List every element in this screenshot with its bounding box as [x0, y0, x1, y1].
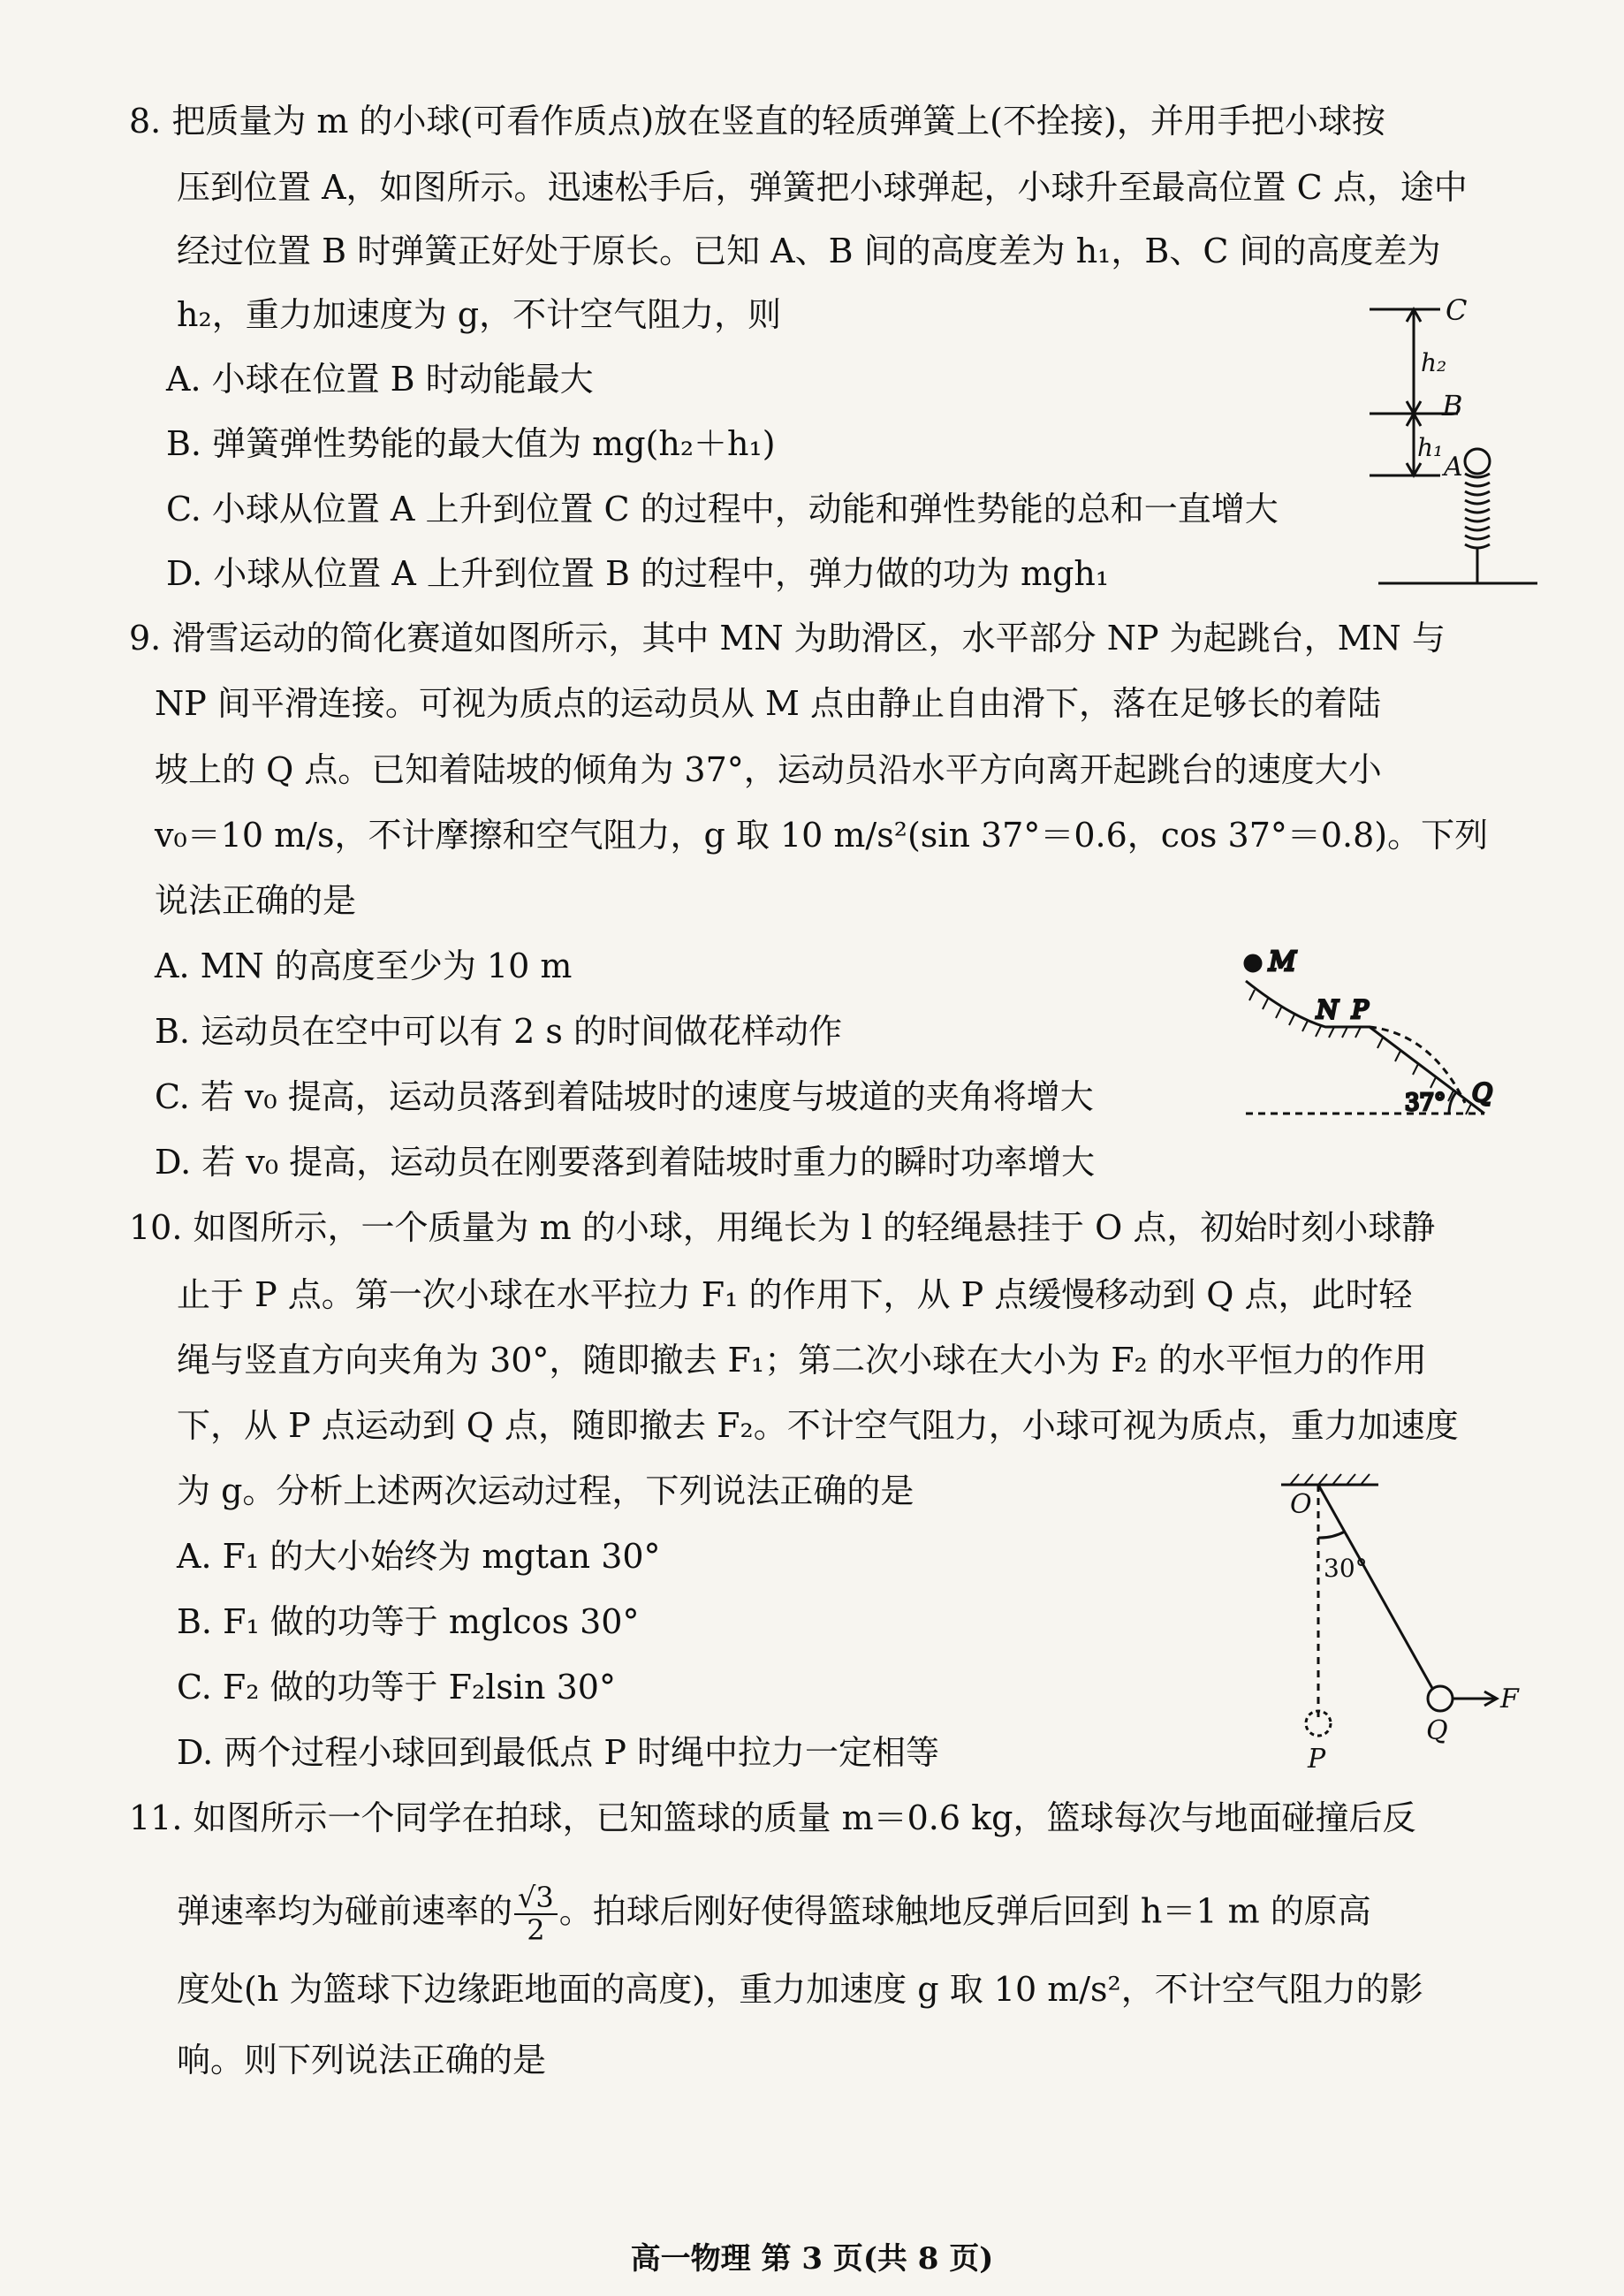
q10-line-5: 为 g。分析上述两次运动过程，下列说法正确的是: [177, 1471, 914, 1510]
q9-ski-track-figure: [1228, 937, 1502, 1131]
q11-line-4: 响。则下列说法正确的是: [177, 2041, 547, 2079]
q9-line-4: v₀＝10 m/s，不计摩擦和空气阻力，g 取 10 m/s²(sin 37°＝0.6，cos 37°＝0.8)。下列: [155, 816, 1489, 855]
q10-option-d: D. 两个过程小球回到最低点 P 时绳中拉力一定相等: [177, 1733, 939, 1772]
q10-label-f: F: [1500, 1684, 1519, 1714]
q8-option-d: D. 小球从位置 A 上升到位置 B 的过程中，弹力做的功为 mgh₁: [166, 554, 1110, 593]
q11-line-1: 11. 如图所示一个同学在拍球，已知篮球的质量 m＝0.6 kg，篮球每次与地面碰撞后反: [129, 1798, 1416, 1837]
q8-line-4: h₂，重力加速度为 g，不计空气阻力，则: [177, 295, 782, 334]
q8-label-h2: h₂: [1421, 348, 1447, 377]
q10-line-4: 下，从 P 点运动到 Q 点，随即撤去 F₂。不计空气阻力，小球可视为质点，重力加速度: [177, 1406, 1459, 1445]
q9-line-1: 9. 滑雪运动的简化赛道如图所示，其中 MN 为助滑区，水平部分 NP 为起跳台，MN 与: [129, 619, 1446, 658]
q10-line-3: 绳与竖直方向夹角为 30°，随即撤去 F₁；第二次小球在大小为 F₂ 的水平恒力的作用: [177, 1341, 1427, 1380]
q9-option-c: C. 若 v₀ 提高，运动员落到着陆坡时的速度与坡道的夹角将增大: [155, 1077, 1094, 1116]
q9-option-d: D. 若 v₀ 提高，运动员在刚要落到着陆坡时重力的瞬时功率增大: [155, 1143, 1096, 1182]
q10-line-1: 10. 如图所示，一个质量为 m 的小球，用绳长为 l 的轻绳悬挂于 O 点，初始时刻小球静: [129, 1208, 1436, 1247]
page-footer: 高一物理 第 3 页(共 8 页): [630, 2241, 994, 2277]
q8-line-1: 8. 把质量为 m 的小球(可看作质点)放在竖直的轻质弹簧上(不拴接)，并用手把小球按: [129, 102, 1385, 141]
q9-label-q: Q: [1472, 1078, 1492, 1107]
q11-fraction-denominator: 2: [527, 1913, 545, 1948]
q11-fraction: [514, 1882, 558, 1946]
q10-option-a: A. F₁ 的大小始终为 mgtan 30°: [177, 1537, 661, 1576]
q9-label-m: M: [1269, 947, 1296, 977]
q8-line-3: 经过位置 B 时弹簧正好处于原长。已知 A、B 间的高度差为 h₁，B、C 间的高度差为: [177, 232, 1441, 270]
q9-line-3: 坡上的 Q 点。已知着陆坡的倾角为 37°，运动员沿水平方向离开起跳台的速度大小: [155, 750, 1382, 789]
q8-label-h1: h₁: [1417, 433, 1444, 462]
q9-option-a: A. MN 的高度至少为 10 m: [155, 947, 573, 985]
q9-line-2: NP 间平滑连接。可视为质点的运动员从 M 点由静止自由滑下，落在足够长的着陆: [155, 684, 1381, 723]
q8-label-c: C: [1446, 293, 1468, 327]
q8-line-2: 压到位置 A，如图所示。迅速松手后，弹簧把小球弹起，小球升至最高位置 C 点，途中: [177, 168, 1468, 207]
q8-spring-figure: [1361, 283, 1555, 601]
q11-line-2: [177, 1882, 1371, 1946]
q11-line-2-pre: 弹速率均为碰前速率的: [177, 1891, 513, 1931]
q10-label-p: P: [1308, 1744, 1326, 1775]
q11-fraction-numerator: √3: [514, 1882, 558, 1915]
q10-line-2: 止于 P 点。第一次小球在水平拉力 F₁ 的作用下，从 P 点缓慢移动到 Q 点，此时轻: [177, 1275, 1413, 1314]
q11-line-2-post: 。拍球后刚好使得篮球触地反弹后回到 h＝1 m 的原高: [558, 1891, 1371, 1931]
q9-label-n: N: [1317, 995, 1339, 1024]
q10-label-o: O: [1290, 1489, 1312, 1520]
q9-line-5: 说法正确的是: [155, 881, 357, 920]
q8-label-b: B: [1442, 389, 1463, 422]
q10-label-q: Q: [1426, 1715, 1448, 1746]
q10-option-b: B. F₁ 做的功等于 mglcos 30°: [177, 1602, 640, 1641]
q9-option-b: B. 运动员在空中可以有 2 s 的时间做花样动作: [155, 1012, 842, 1051]
q9-label-p: P: [1352, 995, 1369, 1024]
q10-label-angle: 30°: [1324, 1554, 1368, 1583]
q11-line-3: 度处(h 为篮球下边缘距地面的高度)，重力加速度 g 取 10 m/s²，不计空气阻力的影: [177, 1970, 1423, 2009]
q8-option-c: C. 小球从位置 A 上升到位置 C 的过程中，动能和弹性势能的总和一直增大: [166, 490, 1279, 528]
q8-option-a: A. 小球在位置 B 时动能最大: [166, 360, 594, 399]
q8-label-a: A: [1444, 452, 1463, 483]
q9-label-angle: 37°: [1405, 1090, 1446, 1116]
q10-option-c: C. F₂ 做的功等于 F₂lsin 30°: [177, 1668, 616, 1707]
q10-pendulum-figure: [1264, 1458, 1529, 1794]
q8-option-b: B. 弹簧弹性势能的最大值为 mg(h₂＋h₁): [166, 424, 776, 463]
